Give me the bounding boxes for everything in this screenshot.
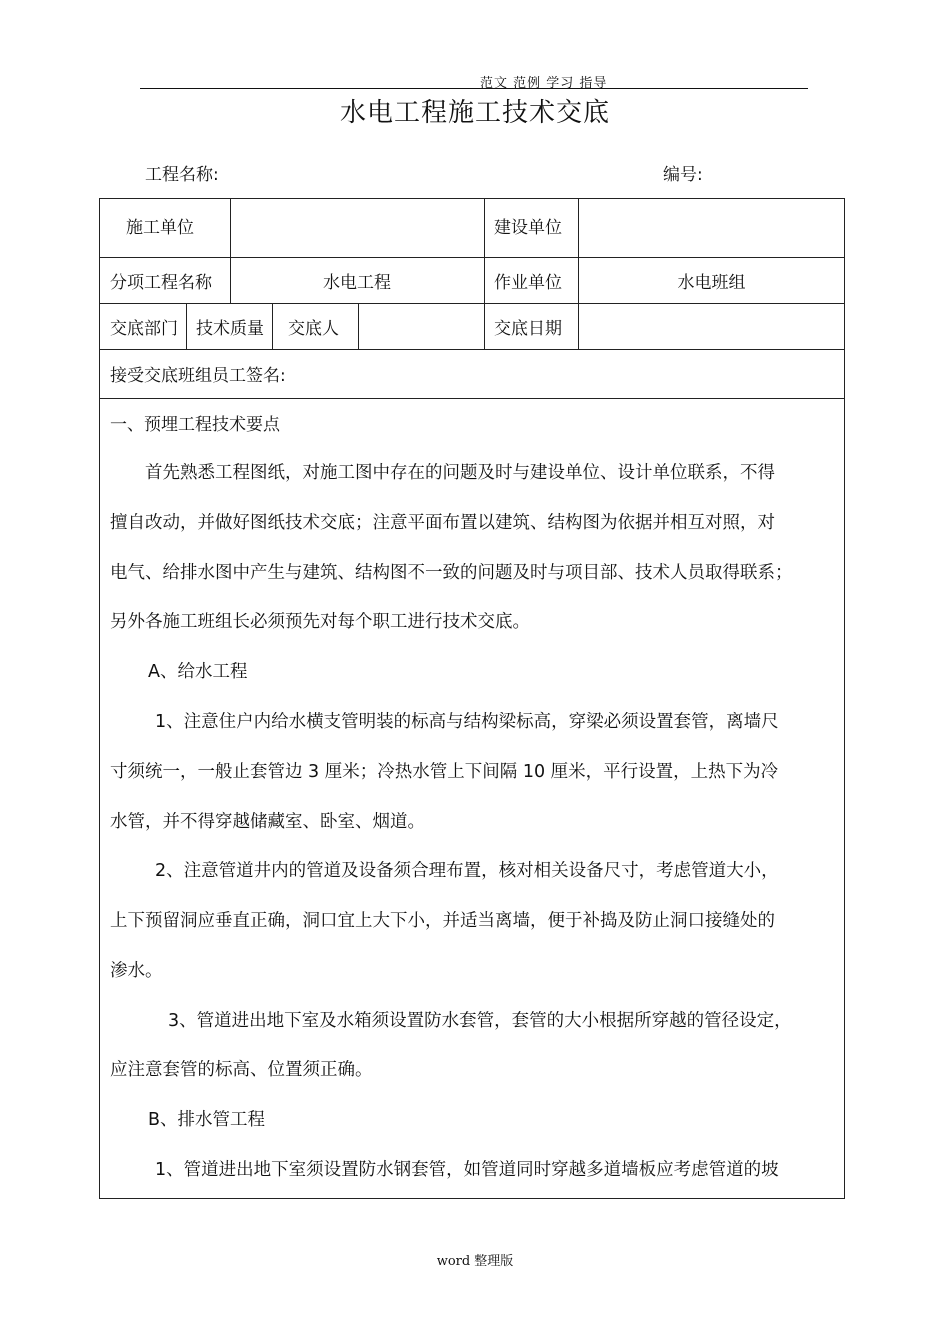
paragraph-line: 上下预留洞应垂直正确，洞口宜上大下小，并适当离墙，便于补捣及防止洞口接缝处的 [110, 911, 775, 931]
header-rule [140, 88, 808, 89]
owner-unit-label: 建设单位 [494, 217, 562, 238]
table-row-divider [99, 398, 845, 399]
briefer-value[interactable] [368, 313, 474, 339]
signature-label: 接受交底班组员工签名: [110, 365, 286, 386]
table-col-divider [484, 198, 485, 349]
section-heading: 一、预埋工程技术要点 [110, 415, 280, 435]
paragraph-line: 2、注意管道井内的管道及设备须合理布置，核对相关设备尺寸，考虑管道大小， [155, 861, 779, 881]
table-col-divider [358, 303, 359, 349]
table-col-divider [272, 303, 273, 349]
paragraph-line: 渗水。 [110, 961, 163, 981]
paragraph-line: 擅自改动，并做好图纸技术交底；注意平面布置以建筑、结构图为依据并相互对照，对 [110, 513, 775, 533]
construction-unit-label: 施工单位 [126, 217, 194, 238]
work-unit-value: 水电班组 [677, 272, 746, 293]
subsection-heading: B、排水管工程 [148, 1110, 266, 1130]
paragraph-line: 另外各施工班组长必须预先对每个职工进行技术交底。 [110, 612, 530, 632]
table-col-divider [186, 303, 187, 349]
date-value[interactable] [588, 313, 834, 339]
paragraph-line: 3、管道进出地下室及水箱须设置防水套管，套管的大小根据所穿越的管径设定， [168, 1011, 792, 1031]
work-unit-label: 作业单位 [494, 272, 562, 293]
project-name-label: 工程名称: [145, 165, 219, 185]
paragraph-line: 首先熟悉工程图纸，对施工图中存在的问题及时与建设单位、设计单位联系，不得 [145, 463, 775, 483]
table-row-divider [99, 257, 845, 258]
paragraph-line: 寸须统一，一般止套管边 3 厘米；冷热水管上下间隔 10 厘米，平行设置，上热下为冷 [110, 762, 779, 782]
paragraph-line: 电气、给排水图中产生与建筑、结构图不一致的问题及时与项目部、技术人员取得联系； [110, 563, 793, 583]
date-label: 交底日期 [494, 318, 562, 339]
paragraph-line: 1、管道进出地下室须设置防水钢套管，如管道同时穿越多道墙板应考虑管道的坡 [155, 1160, 779, 1180]
construction-unit-value[interactable] [240, 212, 474, 238]
page-footer-text: word 整理版 [436, 1254, 514, 1269]
subproject-label: 分项工程名称 [110, 272, 212, 293]
owner-unit-value[interactable] [588, 212, 834, 238]
dept-label: 交底部门 [110, 318, 178, 339]
paragraph-line: 水管，并不得穿越储藏室、卧室、烟道。 [110, 812, 425, 832]
number-label: 编号: [663, 165, 703, 185]
subproject-value: 水电工程 [323, 272, 391, 293]
page-header-text: 范文 范例 学习 指导 [480, 76, 608, 91]
dept-value: 技术质量 [196, 318, 264, 339]
table-row-divider [99, 303, 845, 304]
table-row-divider [99, 349, 845, 350]
paragraph-line: 1、注意住户内给水横支管明装的标高与结构梁标高，穿梁必须设置套管，离墙尺 [155, 712, 779, 732]
briefer-label: 交底人 [288, 318, 339, 339]
paragraph-line: 应注意套管的标高、位置须正确。 [110, 1060, 373, 1080]
subsection-heading: A、给水工程 [148, 662, 248, 682]
document-title: 水电工程施工技术交底 [339, 98, 610, 128]
